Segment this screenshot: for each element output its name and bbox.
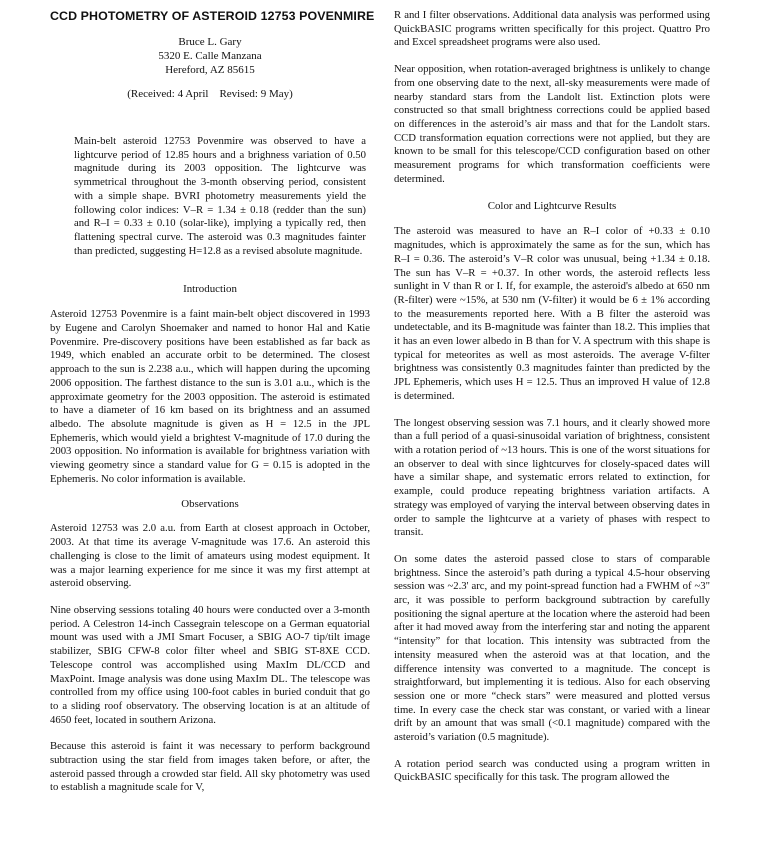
observations-paragraph-4: R and I filter observations. Additional data analysis was performed using QuickBASIC programs written specifically for this project. Quattro Pro and Excel spreadsheet programs were also used. <box>394 9 710 49</box>
right-column <box>394 0 710 785</box>
author-name: Bruce L. Gary <box>178 36 242 48</box>
left-column <box>50 0 375 795</box>
author-address-street: 5320 E. Calle Manzana <box>158 50 262 62</box>
section-heading-observations: Observations <box>181 498 239 511</box>
results-paragraph-4: A rotation period search was conducted using a program written in QuickBASIC specifically for this task. The program allowed the <box>394 757 710 784</box>
paper-title: CCD PHOTOMETRY OF ASTEROID 12753 POVENMIRE <box>50 9 375 23</box>
received-dates: (Received: 4 April Revised: 9 May) <box>127 88 293 100</box>
observations-paragraph-2: Nine observing sessions totaling 40 hours were conducted over a 3-month period. A Celestron 14-inch Cassegrain telescope on a German equatorial mount was used with a JMI Smart Focuser, a SBIG AO-7 tip/tilt image stabilizer, SBIG CFW-8 color filter wheel and SBIG ST-8XE CCD. Telescope control was accomplished using MaxIm DL/CCD and MaxPoint. Image analysis was done using MaxIm DL. The telescope was controlled from my office using 100-foot cables in buried conduit that go to a sliding roof observatory. The observing location is at an altitude of 4650 feet, located in southern Arizona. <box>50 603 370 726</box>
introduction-paragraph: Asteroid 12753 Povenmire is a faint main-belt object discovered in 1993 by Eugene and Carolyn Shoemaker and named to honor Hal and Katie Povenmire. Pre-discovery positions have been established as far back as 1949, which enabled an accurate orbit to be determined. The closest approach to the sun is 2.238 a.u., which will happen during the upcoming 2006 opposition. The farthest distance to the sun is 3.01 a.u., which is the approximate geometry for the 2003 opposition. The asteroid is estimated to have a diameter of 16 km based on its brightness and an assumed albedo. The absolute magnitude is given as H = 12.5 in the JPL Ephemeris, which would yield a brightest V-magnitude of 17.0 during the 2003 opposition. No information is available for brightness variation with viewing geometry since a standard value for G = 0.15 is adopted in the Ephemeris. No color information is available. <box>50 308 370 485</box>
section-heading-introduction: Introduction <box>183 283 237 296</box>
results-paragraph-1: The asteroid was measured to have an R–I color of +0.33 ± 0.10 magnitudes, which is approximately the same as for the sun, which has R–I = 0.36. The asteroid’s V–R color was unusual, being +1.34 ± 0.18. The sun has V–R = +0.37. In other words, the asteroid reflects less sunlight in V than R or I. If, for example, the asteroid's albedo at 650 nm (R-filter) were ~15%, at 530 nm (V-filter) it would be 6 ± 1% according to the measurements reported here. With a B filter the asteroid was undetectable, and its B-magnitude was fainter than 18.2. This implies that it has an even lower albedo in B than for V. A spectrum with this shape is typical for meteorites as well as most asteroids. The average V-filter brightness was consistently 0.3 magnitudes fainter than predicted by the JPL Ephemeris, which uses H = 12.5. Thus an improved H value of 12.8 is determined. <box>394 225 710 402</box>
observations-paragraph-3: Because this asteroid is faint it was necessary to perform background subtraction using the star field from images taken before, or after, the asteroid passed through a crowded star field. All sky photometry was used to establish a magnitude scale for V, <box>50 740 370 794</box>
observations-paragraph-1: Asteroid 12753 was 2.0 a.u. from Earth at closest approach in October, 2003. At that time its average V-magnitude was 17.6. An asteroid this challenging is close to the limit of amateurs using modest equipment. It was a major learning experience for me since it was my first attempt at asteroid observing. <box>50 522 370 590</box>
author-address-city: Hereford, AZ 85615 <box>165 64 255 76</box>
section-heading-color-lightcurve: Color and Lightcurve Results <box>487 200 617 213</box>
author-block <box>50 35 370 77</box>
results-paragraph-3: On some dates the asteroid passed close to stars of comparable brightness. Since the asteroid’s path during a typical 4.5-hour observing session was ~2.3' arc, and my point-spread function had a FWHM of ~3" arc, it was possible to perform background subtraction by carefully positioning the signal aperture at the location where the asteroid had been after it had moved away from the interfering star and noting the apparent “intensity” for that location. This intensity was subtracted from the intensity measured when the asteroid was at that location, and the difference intensity was converted to a magnitude. The concept is straightforward, but implementing it is tedious. Also for each observing session one or more “check stars” were measured and plotted versus time. In every case the check star was constant, or varied with a linear drift by an amount that was small (<0.1 magnitude) compared with the asteroid’s variation (0.5 magnitude). <box>394 552 710 744</box>
observations-paragraph-5: Near opposition, when rotation-averaged brightness is unlikely to change from one observing date to the next, all-sky measurements were made of nearby standard stars from the Landolt list. Extinction plots were constructed so that small brightness corrections could be applied based on differences in the asteroid’s air mass and that for the Landolt stars. CCD transformation equation corrections were not applied, but they are known to be small for this telescope/CCD configuration based on other measurement programs for which transformation coefficients were determined. <box>394 63 710 185</box>
results-paragraph-2: The longest observing session was 7.1 hours, and it clearly showed more than a full period of a quasi-sinusoidal variation of brightness, consistent with a rotation period of ~13 hours. This is one of the worst situations for an observer to deal with since lightcurves for closely-spaced dates will have a similar shape, and systematic errors related to extinction, for example, could produce repeating brightness variation artifacts. A strategy was employed of varying the interval between observing dates in order to sample the lightcurve at a variety of phases with respect to transit. <box>394 416 710 539</box>
abstract: Main-belt asteroid 12753 Povenmire was observed to have a lightcurve period of 12.85 hours and a brighness variation of 0.50 magnitude during its 2003 opposition. The lightcurve was symmetrical throughout the 3-month observing period, consistent with a simple shape. BVRI photometry measurements yield the following color indices: V–R = 1.34 ± 0.18 (redder than the sun) and R–I = 0.33 ± 0.10 (solar-like), implying a typically red, then flattening spectral curve. The asteroid was 0.3 magnitudes fainter than predicted, suggesting H=12.8 as a revised absolute magnitude. <box>74 135 366 257</box>
